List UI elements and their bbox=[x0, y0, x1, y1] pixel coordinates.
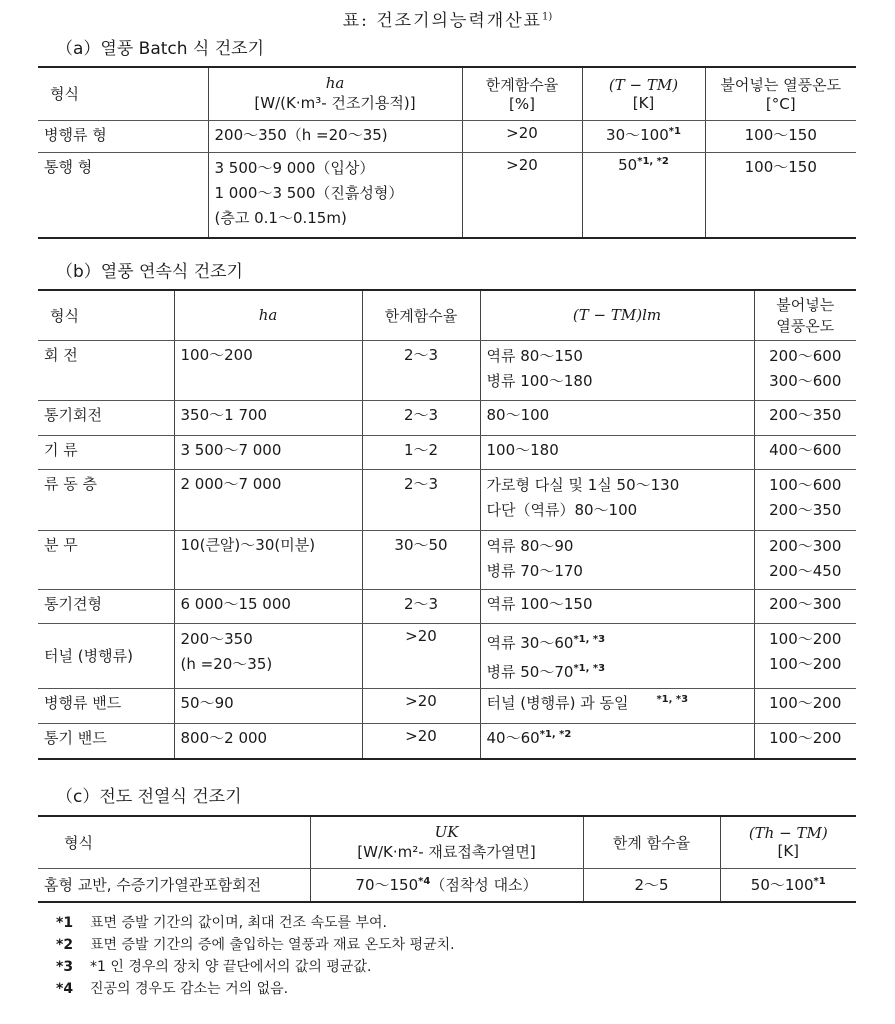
table-row: 통행 형 3 500～9 000（입상） 1 000～3 500（진흙성형） (층고 0.1～0.15m) >20 $50^{*1, *2}$ 100～150 bbox=[38, 152, 856, 238]
footnote: *1 표면 증발 기간의 값이며, 최대 건조 속도를 부여. bbox=[56, 915, 388, 931]
footnote: *2 표면 증발 기간의 증에 출입하는 열풍과 재료 온도차 평균치. bbox=[56, 937, 455, 953]
table-row: 통기 밴드 800～2 000 >20 $40\sim 60^{*1, *2}$ 100～200 bbox=[38, 723, 856, 759]
table-c bbox=[38, 815, 856, 903]
table-row: 병행류 밴드 50～90 >20 터널 (병행류) 과 동일 $^{*1, *3}$ 100～200 bbox=[38, 688, 856, 723]
header-ha: ha bbox=[174, 290, 362, 340]
section-c-title: （c）전도 전열식 건조기 bbox=[56, 787, 242, 807]
footnote: *4 진공의 경우도 감소는 거의 없음. bbox=[56, 981, 289, 997]
table-row: 분 무 10(큰알)～30(미분) 30～50 역류 80～90 병류 70～170 200～300 200～450 bbox=[38, 530, 856, 589]
header-dt: (T − TM) [K] bbox=[582, 67, 705, 120]
table-row: 터널 (병행류) 200～350 (h =20～35) >20 역류 $30\sim 60^{*1, *3}$ 병류 $50\sim 70^{*1, *3}$ 100～200 100～200 bbox=[38, 623, 856, 688]
header-uk: UK [W/K·m²- 재료접촉가열면] bbox=[310, 816, 583, 868]
table-row: 통기견형 6 000～15 000 2～3 역류 100～150 200～300 bbox=[38, 589, 856, 623]
header-kind: 형식 bbox=[38, 290, 174, 340]
header-ha: ha [W/(K·m³- 건조기용적)] bbox=[208, 67, 462, 120]
header-dt: (Th − TM) [K] bbox=[720, 816, 856, 868]
table-row: 기 류 3 500～7 000 1～2 100～180 400～600 bbox=[38, 435, 856, 469]
footnote: *3 *1 인 경우의 장치 양 끝단에서의 값의 평균값. bbox=[56, 959, 372, 975]
table-a bbox=[38, 66, 856, 239]
section-a-title: （a）열풍 Batch 식 건조기 bbox=[56, 39, 265, 59]
header-air: 불어넣는 열풍온도 [°C] bbox=[705, 67, 856, 120]
table-row: 회 전 100～200 2～3 역류 80～150 병류 100～180 200～600 300～600 bbox=[38, 340, 856, 400]
table-row: 병행류 형 200～350（h =20～35) >20 30～100$^{*1}$ 100～150 bbox=[38, 120, 856, 152]
header-air: 불어넣는 열풍온도 bbox=[754, 290, 856, 340]
footnotes bbox=[56, 912, 455, 1000]
header-limit: 한계 함수율 bbox=[583, 816, 720, 868]
table-row: 통기회전 350～1 700 2～3 80～100 200～350 bbox=[38, 400, 856, 435]
section-b-title: （b）열풍 연속식 건조기 bbox=[56, 262, 243, 282]
header-limit: 한계함수율 [%] bbox=[462, 67, 582, 120]
table-row: 류 동 층 2 000～7 000 2～3 가로형 다실 및 1실 50～130 다단（역류）80～100 100～600 200～350 bbox=[38, 469, 856, 530]
header-dt: (T − TM)lm bbox=[480, 290, 754, 340]
header-kind: 형식 bbox=[38, 816, 310, 868]
header-kind: 형식 bbox=[38, 67, 208, 120]
document-title: 표: 건조기의능력개산표$^{1)}$ bbox=[342, 11, 553, 31]
table-b bbox=[38, 289, 856, 760]
table-row: 홈형 교반, 수증기가열관포함회전 70～150$^{*4}$（점착성 대소） 2～5 50～100$^{*1}$ bbox=[38, 868, 856, 902]
header-limit: 한계함수율 bbox=[362, 290, 480, 340]
